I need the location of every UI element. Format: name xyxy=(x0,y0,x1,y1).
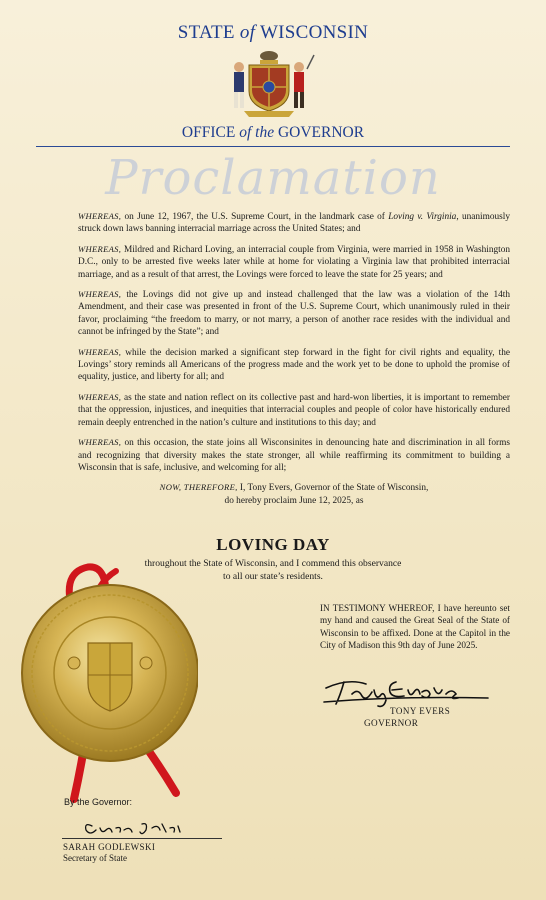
office-heading-word: OFFICE xyxy=(181,124,236,141)
paragraph-text: , unanimously struck down laws banning interracial marriage across the United States; and xyxy=(78,212,511,235)
commendation-line: to all our state’s residents. xyxy=(223,571,323,582)
whereas-label: WHEREAS, xyxy=(78,243,122,254)
governor-signature xyxy=(318,674,498,710)
by-the-governor-label: By the Governor: xyxy=(64,797,133,807)
proclamation-body xyxy=(78,210,510,514)
wisconsin-coat-of-arms-icon xyxy=(219,47,319,119)
whereas-paragraph xyxy=(78,346,510,384)
header-rule xyxy=(36,146,510,147)
secretary-name: SARAH GODLEWSKI xyxy=(63,842,156,852)
secretary-title: Secretary of State xyxy=(63,853,127,863)
whereas-label: WHEREAS, xyxy=(78,289,122,300)
therefore-line: I, Tony Evers, Governor of the State of Wisconsin, xyxy=(237,483,429,494)
whereas-paragraph xyxy=(78,391,510,429)
state-heading xyxy=(0,22,546,44)
state-heading-of: of xyxy=(239,22,256,43)
whereas-paragraph xyxy=(78,243,510,281)
therefore-paragraph-line2 xyxy=(78,495,510,507)
proclamation-watermark-title: Proclamation xyxy=(105,150,441,206)
observance-title: LOVING DAY xyxy=(216,535,330,554)
state-heading-word: STATE xyxy=(177,22,235,43)
paragraph-text: while the decision marked a significant step forward in the fight for civil rights and equality, the Lovings’ story reminds all Americans of the progress made and the work yet to be done to uphold the promise of equality, justice, and liberty for all; and xyxy=(78,347,510,383)
whereas-label: WHEREAS, xyxy=(78,211,122,221)
commendation-line: throughout the State of Wisconsin, and I commend this observance xyxy=(144,558,402,569)
case-name: Loving v. Virginia xyxy=(388,212,457,222)
governor-name: TONY EVERS xyxy=(390,706,451,716)
therefore-label: NOW, THEREFORE, xyxy=(159,482,238,493)
testimony-paragraph: IN TESTIMONY WHEREOF, I have hereunto set my hand and caused the Great Seal of the State of Wisconsin to be affixed. Done at the Capitol in the City of Madison this 9th day of June 2025. xyxy=(320,603,510,651)
whereas-paragraph xyxy=(78,436,510,474)
paragraph-text: on this occasion, the state joins all Wisconsinites in denouncing hate and discrimination in all forms and recognizing that diversity makes the state stronger, all while reaffirming its commitment to building a Wisconsin that is safe, inclusive, and welcoming for all; xyxy=(78,438,510,473)
great-seal-with-ribbon-icon xyxy=(18,563,198,803)
paragraph-text: Mildred and Richard Loving, an interracial couple from Virginia, were married in 1958 in Washington D.C., only to be arrested five weeks later while at home for violating a Virginia law that prohibited interracial marriage, and as a result of that arrest, the Lovings were forced to leave the state for 25 years; and xyxy=(78,244,510,280)
office-heading-name: GOVERNOR xyxy=(277,124,365,141)
paragraph-text: as the state and nation reflect on its collective past and hard-won liberties, it is important to remember that the oppression, injustices, and inequities that interracial couples and people of color have historically endured remain deeply entrenched in the nation’s culture and institutions to this day; and xyxy=(78,392,510,428)
whereas-label: WHEREAS, xyxy=(78,437,122,448)
therefore-paragraph xyxy=(78,481,510,494)
state-heading-name: WISCONSIN xyxy=(259,22,369,43)
whereas-label: WHEREAS, xyxy=(78,346,122,357)
paragraph-text: the Lovings did not give up and instead challenged that the law was a violation of the 14th Amendment, and their case was presented in front of the U.S. Supreme Court, which unanimously ruled in their favor, proclaiming “the freedom to marry, or not marry, a person of another race resides with the individual and cannot be infringed by the State”; and xyxy=(78,290,510,338)
secretary-signature xyxy=(62,818,222,840)
office-heading-of: of the xyxy=(239,124,275,141)
whereas-paragraph xyxy=(78,288,510,339)
paragraph-text: on June 12, 1967, the U.S. Supreme Court, in the landmark case of xyxy=(121,212,389,222)
secretary-signature-line xyxy=(62,838,222,839)
whereas-paragraph xyxy=(78,210,510,236)
whereas-label: WHEREAS, xyxy=(78,391,122,402)
office-heading xyxy=(0,124,546,142)
governor-title: GOVERNOR xyxy=(364,718,419,728)
therefore-line: do hereby proclaim June 12, 2025, as xyxy=(224,495,364,506)
